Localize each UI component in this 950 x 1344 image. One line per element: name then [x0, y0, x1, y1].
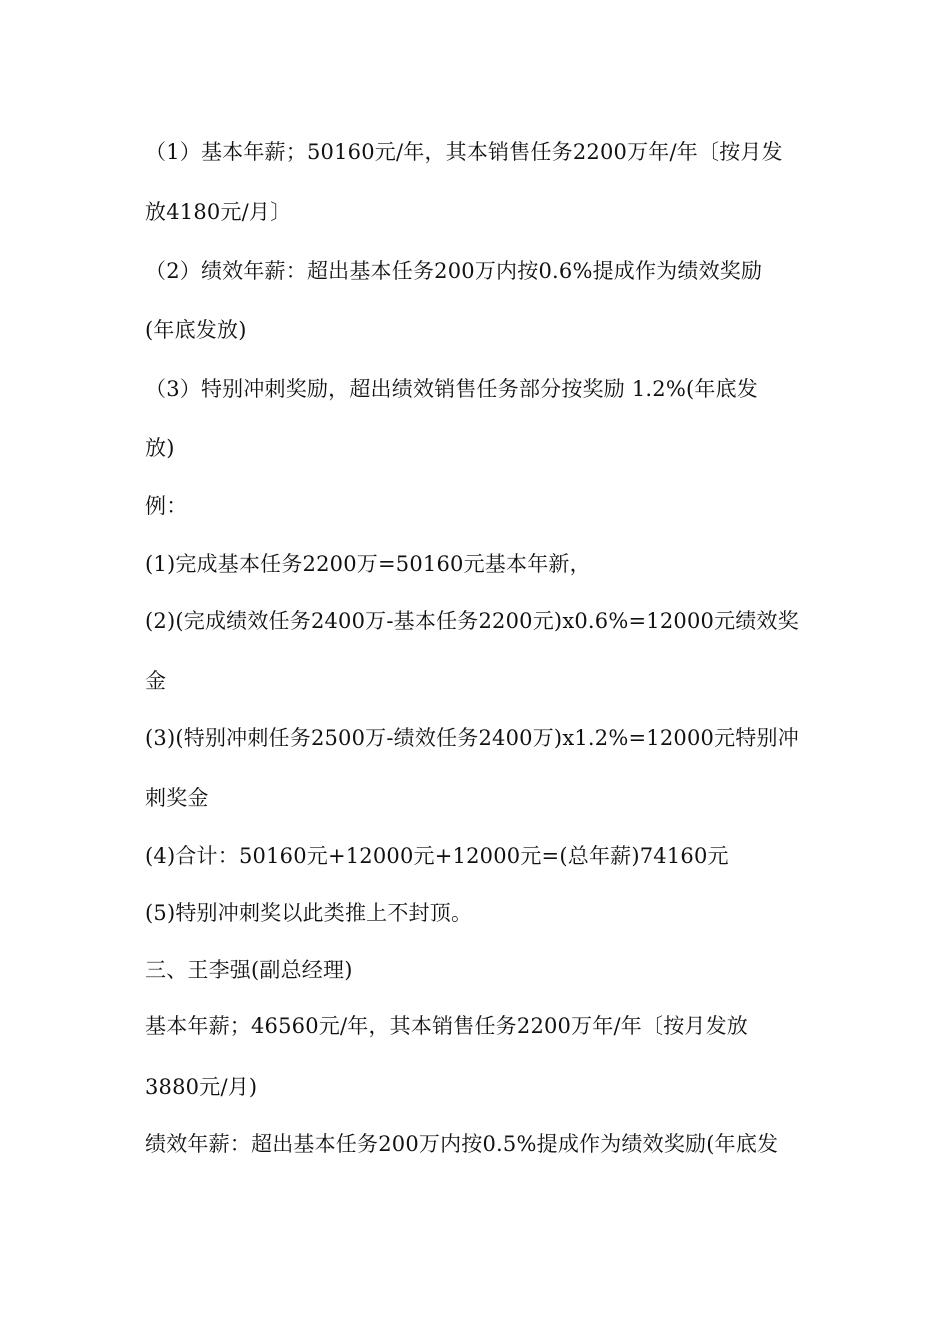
- text-line: 基本年薪；46560元/年，其本销售任务2200万年/年〔按月发放: [145, 1014, 748, 1038]
- text-line: 三、王李强(副总经理): [145, 958, 353, 982]
- text-line: (3)(特别冲刺任务2500万-绩效任务2400万)x1.2%=12000元特别冲: [145, 726, 799, 750]
- text-line: 金: [145, 669, 167, 693]
- text-line: (4)合计：50160元+12000元+12000元=(总年薪)74160元: [145, 844, 729, 868]
- text-line: 3880元/月): [145, 1075, 258, 1099]
- text-line: (2)(完成绩效任务2400万-基本任务2200元)x0.6%=12000元绩效奖: [145, 609, 799, 633]
- text-line: 放4180元/月〕: [145, 200, 292, 224]
- text-line: （1）基本年薪；50160元/年，其本销售任务2200万年/年〔按月发: [145, 140, 783, 164]
- text-line: (5)特别冲刺奖以此类推上不封顶。: [145, 901, 473, 925]
- text-line: 放): [145, 436, 175, 460]
- text-line: (年底发放): [145, 318, 247, 342]
- text-line: 刺奖金: [145, 786, 209, 810]
- text-line: （2）绩效年薪：超出基本任务200万内按0.6%提成作为绩效奖励: [145, 259, 763, 283]
- text-line: (1)完成基本任务2200万=50160元基本年新，: [145, 552, 591, 576]
- text-line: （3）特别冲刺奖励，超出绩效销售任务部分按奖励 1.2%(年底发: [145, 377, 758, 401]
- text-line: 例：: [145, 494, 188, 518]
- text-line: 绩效年薪：超出基本任务200万内按0.5%提成作为绩效奖励(年底发: [145, 1132, 779, 1156]
